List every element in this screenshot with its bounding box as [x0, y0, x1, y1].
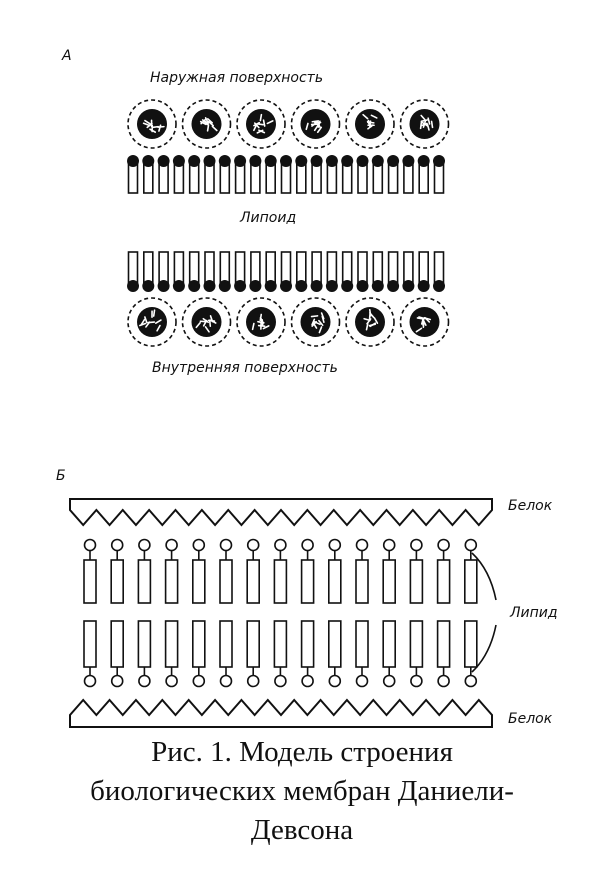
lipid-tail	[220, 621, 232, 667]
protein-globule	[292, 100, 340, 148]
protein-texture-mark	[312, 316, 318, 317]
lipid-tail	[356, 621, 368, 667]
lipid-head	[372, 280, 384, 292]
lipid-head	[275, 540, 286, 551]
panel-a-lipid-row-bottom	[127, 252, 445, 292]
lipid-tail	[144, 163, 153, 193]
lipid-head	[341, 280, 353, 292]
lipid-tail	[404, 163, 413, 193]
lipid-head	[438, 676, 449, 687]
lipid-tail	[358, 252, 367, 284]
lipid-tail	[383, 560, 395, 603]
lipid-head	[295, 280, 307, 292]
caption-line-2: биологических мембран Даниели-	[90, 775, 514, 807]
inner-surface-label: Внутренняя поверхность	[152, 360, 338, 376]
lipid-head	[142, 155, 154, 167]
lipid-tail	[327, 252, 336, 284]
lipid-molecule	[142, 252, 154, 292]
lipid-molecule	[356, 540, 368, 604]
lipid-tail	[193, 621, 205, 667]
lipid-molecule	[234, 155, 246, 193]
lipid-tail	[166, 621, 178, 667]
lipid-head	[280, 155, 292, 167]
lipid-head	[326, 280, 338, 292]
caption-line-1: Рис. 1. Модель строения	[151, 736, 453, 768]
lipid-head	[465, 540, 476, 551]
lipid-head	[112, 676, 123, 687]
lipid-head	[85, 676, 96, 687]
lipid-head	[193, 540, 204, 551]
lipid-head	[127, 280, 139, 292]
protein-top-label: Белок	[508, 498, 553, 514]
lipid-head	[357, 676, 368, 687]
lipid-tail	[266, 252, 275, 284]
lipid-tail	[327, 163, 336, 193]
lipid-molecule	[433, 155, 445, 193]
lipid-molecule	[219, 252, 231, 292]
lipid-molecule	[357, 252, 369, 292]
lipid-tail	[297, 252, 306, 284]
lipid-head	[139, 676, 150, 687]
lipid-tail	[404, 252, 413, 284]
protein-texture-mark	[432, 121, 433, 127]
lipid-molecule	[193, 540, 205, 604]
lipid-molecule	[356, 621, 368, 687]
lipid-molecule	[173, 252, 185, 292]
lipid-head	[295, 155, 307, 167]
lipid-molecule	[410, 621, 422, 687]
protein-texture-mark	[152, 127, 158, 128]
lipid-tail	[174, 163, 183, 193]
lipid-tail	[302, 621, 314, 667]
lipid-tail	[138, 560, 150, 603]
panel-a-lipid-row-top	[127, 155, 445, 193]
lipid-molecule	[410, 540, 422, 604]
lipid-tail	[419, 252, 428, 284]
lipid-head	[249, 155, 261, 167]
lipid-molecule	[387, 252, 399, 292]
lipid-head	[402, 280, 414, 292]
lipid-head	[341, 155, 353, 167]
lipid-tail	[193, 560, 205, 603]
lipid-head	[234, 280, 246, 292]
lipid-head	[188, 280, 200, 292]
lipid-molecule	[418, 155, 430, 193]
lipid-tail	[266, 163, 275, 193]
protein-texture-mark	[154, 310, 155, 316]
lipid-tail	[138, 621, 150, 667]
lipid-molecule	[311, 252, 323, 292]
lipid-molecule	[329, 540, 341, 604]
lipid-head	[127, 155, 139, 167]
protein-layer-bottom	[70, 700, 492, 727]
lipid-tail	[435, 252, 444, 284]
protein-layer-top	[70, 499, 492, 525]
lipid-tail	[282, 252, 291, 284]
lipid-tail	[329, 621, 341, 667]
lipid-head	[193, 676, 204, 687]
lipid-molecule	[465, 621, 477, 687]
lipid-tail	[419, 163, 428, 193]
lipoid-label: Липоид	[240, 210, 297, 226]
lipid-head	[158, 280, 170, 292]
lipid-head	[248, 540, 259, 551]
lipid-tail	[84, 560, 96, 603]
protein-texture-mark	[264, 120, 265, 126]
panel-a-protein-row-top	[128, 100, 449, 148]
lipid-molecule	[158, 252, 170, 292]
lipid-head	[219, 280, 231, 292]
lipid-tail	[282, 163, 291, 193]
lipid-molecule	[166, 540, 178, 604]
outer-surface-label: Наружная поверхность	[150, 70, 324, 86]
lipid-tail	[438, 621, 450, 667]
lipid-head	[248, 676, 259, 687]
panel-b-lipid-row-bottom	[84, 621, 477, 687]
lipid-molecule	[383, 621, 395, 687]
lipid-molecule	[84, 621, 96, 687]
panel-b-letter: Б	[56, 468, 66, 484]
protein-globule	[292, 298, 340, 346]
lipid-tail	[383, 621, 395, 667]
lipid-molecule	[204, 252, 216, 292]
protein-texture-mark	[370, 310, 371, 316]
lipid-molecule	[127, 252, 139, 292]
lipid-molecule	[219, 155, 231, 193]
lipid-molecule	[142, 155, 154, 193]
lipid-molecule	[220, 621, 232, 687]
lipid-tail	[190, 252, 199, 284]
lipid-tail	[389, 163, 398, 193]
lipid-molecule	[265, 155, 277, 193]
lipid-molecule	[311, 155, 323, 193]
protein-globule	[128, 100, 176, 148]
lipid-head	[173, 155, 185, 167]
protein-globule	[346, 100, 394, 148]
lipid-head	[329, 540, 340, 551]
lipid-head	[142, 280, 154, 292]
lipid-tail	[205, 163, 214, 193]
lipid-head	[411, 540, 422, 551]
lipid-tail	[251, 252, 260, 284]
lipid-head	[85, 540, 96, 551]
lipid-molecule	[188, 252, 200, 292]
lipid-tail	[159, 163, 168, 193]
lipid-head	[384, 540, 395, 551]
lipid-molecule	[249, 155, 261, 193]
lipid-molecule	[158, 155, 170, 193]
protein-texture-mark	[208, 125, 209, 131]
lipid-head	[357, 155, 369, 167]
lipid-head	[139, 540, 150, 551]
lipid-molecule	[372, 252, 384, 292]
lipid-head	[249, 280, 261, 292]
lipid-molecule	[173, 155, 185, 193]
lipid-head	[438, 540, 449, 551]
lipid-molecule	[302, 621, 314, 687]
lipid-head	[204, 280, 216, 292]
lipid-molecule	[438, 621, 450, 687]
lipid-tail	[465, 621, 477, 667]
protein-globule	[401, 298, 449, 346]
lipid-molecule	[111, 621, 123, 687]
lipid-molecule	[220, 540, 232, 604]
lipid-head	[219, 155, 231, 167]
lipid-molecule	[341, 155, 353, 193]
lipid-head	[387, 155, 399, 167]
lipid-tail	[190, 163, 199, 193]
lipid-molecule	[188, 155, 200, 193]
lipid-tail	[274, 560, 286, 603]
lipid-molecule	[402, 155, 414, 193]
lipid-head	[357, 280, 369, 292]
lipid-molecule	[127, 155, 139, 193]
lipid-head	[166, 676, 177, 687]
lipid-tail	[251, 163, 260, 193]
protein-texture-mark	[421, 122, 422, 128]
protein-texture-mark	[260, 115, 261, 121]
lipid-molecule	[387, 155, 399, 193]
lipid-head	[265, 280, 277, 292]
lipid-molecule	[274, 540, 286, 604]
lipid-label: Липид	[510, 605, 558, 621]
protein-globule	[183, 100, 231, 148]
lipid-head	[275, 676, 286, 687]
lipid-tail	[358, 163, 367, 193]
protein-bottom-label: Белок	[508, 711, 553, 727]
lipid-tail	[297, 163, 306, 193]
lipid-molecule	[280, 155, 292, 193]
lipid-head	[329, 676, 340, 687]
lipid-molecule	[193, 621, 205, 687]
lipid-molecule	[326, 155, 338, 193]
lipid-molecule	[438, 540, 450, 604]
panel-a-protein-row-bottom	[128, 298, 449, 346]
lipid-molecule	[249, 252, 261, 292]
lipid-tail	[111, 560, 123, 603]
protein-texture-mark	[148, 322, 154, 323]
protein-globule	[237, 100, 285, 148]
protein-texture-mark	[259, 326, 265, 327]
lipid-head	[433, 155, 445, 167]
panel-b-lipid-row-top	[84, 540, 477, 604]
lipid-molecule	[234, 252, 246, 292]
lipid-head	[221, 676, 232, 687]
lipid-molecule	[166, 621, 178, 687]
lipid-tail	[302, 560, 314, 603]
lipid-head	[418, 155, 430, 167]
lipid-tail	[329, 560, 341, 603]
lipid-tail	[343, 252, 352, 284]
lipid-molecule	[465, 540, 477, 604]
lipid-molecule	[84, 540, 96, 604]
lipid-tail	[312, 252, 321, 284]
lipid-head	[280, 280, 292, 292]
lipid-molecule	[326, 252, 338, 292]
lipid-tail	[312, 163, 321, 193]
lipid-molecule	[302, 540, 314, 604]
lipid-head	[402, 155, 414, 167]
lipid-molecule	[138, 621, 150, 687]
lipid-head	[433, 280, 445, 292]
lipid-tail	[389, 252, 398, 284]
lipid-tail	[465, 560, 477, 603]
lipid-tail	[144, 252, 153, 284]
protein-globule	[346, 298, 394, 346]
lipid-molecule	[247, 621, 259, 687]
lipid-tail	[343, 163, 352, 193]
lipid-tail	[236, 163, 245, 193]
lipid-tail	[174, 252, 183, 284]
lipid-tail	[220, 560, 232, 603]
lipid-tail	[247, 621, 259, 667]
lipid-head	[173, 280, 185, 292]
lipid-head	[387, 280, 399, 292]
lipid-head	[221, 540, 232, 551]
lipid-head	[112, 540, 123, 551]
lipid-head	[188, 155, 200, 167]
lipid-head	[311, 280, 323, 292]
protein-globule	[237, 298, 285, 346]
lipid-tail	[129, 252, 138, 284]
lipid-tail	[166, 560, 178, 603]
lipid-head	[465, 676, 476, 687]
lipid-tail	[356, 560, 368, 603]
protein-globule	[128, 298, 176, 346]
lipid-head	[166, 540, 177, 551]
caption-line-3: Девсона	[250, 814, 354, 846]
lipid-head	[302, 676, 313, 687]
figure-caption	[0, 733, 604, 850]
lipid-molecule	[418, 252, 430, 292]
lipid-molecule	[383, 540, 395, 604]
lipid-head	[302, 540, 313, 551]
lipid-molecule	[402, 252, 414, 292]
lipid-molecule	[280, 252, 292, 292]
protein-globule	[183, 298, 231, 346]
lipid-head	[158, 155, 170, 167]
lipid-tail	[274, 621, 286, 667]
lipid-molecule	[341, 252, 353, 292]
lipid-molecule	[329, 621, 341, 687]
lipid-head	[234, 155, 246, 167]
lipid-tail	[220, 252, 229, 284]
lipid-tail	[236, 252, 245, 284]
panel-a-letter: А	[62, 48, 72, 64]
lipid-tail	[373, 252, 382, 284]
lipid-molecule	[274, 621, 286, 687]
lipid-tail	[410, 621, 422, 667]
lipid-tail	[159, 252, 168, 284]
lipid-molecule	[204, 155, 216, 193]
lipid-tail	[438, 560, 450, 603]
lipid-tail	[205, 252, 214, 284]
lipid-tail	[435, 163, 444, 193]
lipid-tail	[410, 560, 422, 603]
lipid-head	[326, 155, 338, 167]
lipid-head	[357, 540, 368, 551]
lipid-molecule	[295, 252, 307, 292]
lipid-molecule	[433, 252, 445, 292]
lipid-tail	[373, 163, 382, 193]
lipid-head	[384, 676, 395, 687]
lipid-head	[311, 155, 323, 167]
lipid-molecule	[111, 540, 123, 604]
lipid-tail	[220, 163, 229, 193]
lipid-molecule	[265, 252, 277, 292]
lipid-head	[372, 155, 384, 167]
lipid-tail	[129, 163, 138, 193]
lipid-head	[418, 280, 430, 292]
lipid-head	[265, 155, 277, 167]
lipid-tail	[247, 560, 259, 603]
lipid-molecule	[357, 155, 369, 193]
lipid-molecule	[295, 155, 307, 193]
lipid-head	[204, 155, 216, 167]
lipid-tail	[111, 621, 123, 667]
lipid-tail	[84, 621, 96, 667]
lipid-molecule	[372, 155, 384, 193]
lipid-molecule	[247, 540, 259, 604]
lipid-head	[411, 676, 422, 687]
lipid-molecule	[138, 540, 150, 604]
protein-globule	[401, 100, 449, 148]
